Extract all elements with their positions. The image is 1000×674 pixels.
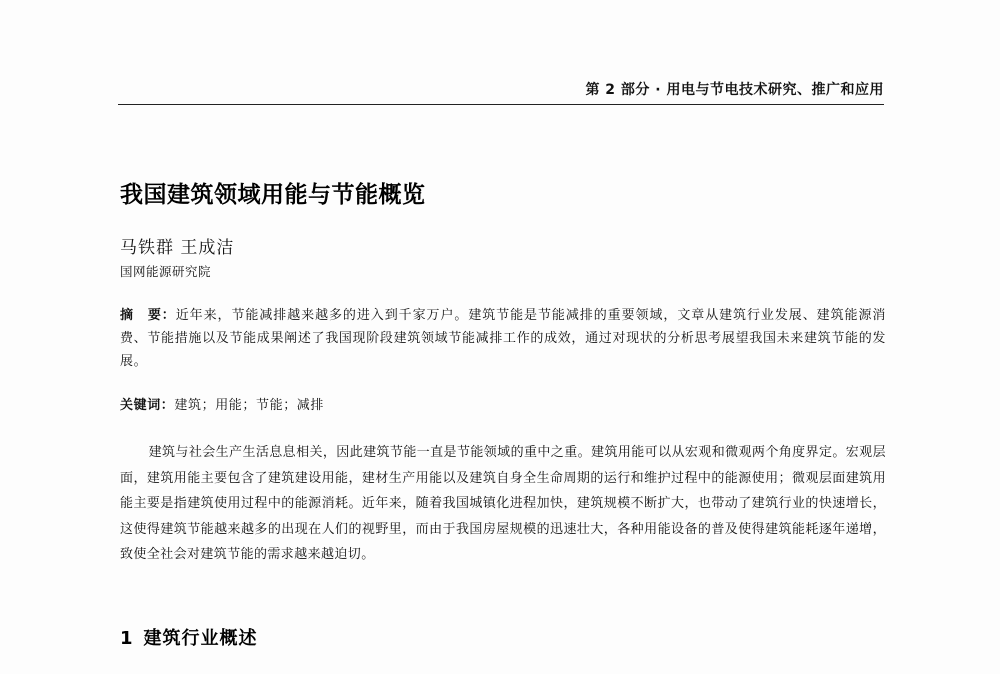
abstract-label: 摘 要： bbox=[120, 308, 176, 323]
article-affiliation: 国网能源研究院 bbox=[120, 264, 212, 279]
keywords-label: 关键词： bbox=[120, 398, 175, 413]
section-number: 1 bbox=[120, 628, 134, 649]
header-rule bbox=[118, 104, 884, 105]
abstract-block bbox=[120, 304, 886, 373]
body-paragraph: 建筑与社会生产生活息息相关，因此建筑节能一直是节能领域的重中之重。建筑用能可以从宏观和微观两个角度界定。宏观层面，建筑用能主要包含了建筑建设用能，建材生产用能以及建筑自身全生命周期的运行和维护过程中的能源使用；微观层面建筑用能主要是指建筑使用过程中的能源消耗。近年来，随着我国城镇化进程加快，建筑规模不断扩大，也带动了建筑行业的快速增长，这使得建筑节能越来越多的出现在人们的视野里，而由于我国房屋规模的迅速壮大，各种用能设备的普及使得建筑能耗逐年递增，致使全社会对建筑节能的需求越来越迫切。 bbox=[120, 445, 886, 562]
article-title: 我国建筑领域用能与节能概览 bbox=[120, 182, 426, 208]
article-authors: 马铁群 王成洁 bbox=[120, 238, 235, 258]
section-heading bbox=[120, 624, 258, 650]
section-title: 建筑行业概述 bbox=[143, 628, 258, 649]
keywords-text: 建筑；用能；节能；减排 bbox=[174, 398, 325, 413]
keywords-block bbox=[120, 394, 324, 413]
running-header: 第 2 部分 · 用电与节电技术研究、推广和应用 bbox=[585, 82, 884, 98]
abstract-text: 近年来，节能减排越来越多的进入到千家万户。建筑节能是节能减排的重要领域，文章从建筑行业发展、建筑能源消费、节能措施以及节能成果阐述了我国现阶段建筑领域节能减排工作的成效，通过对现状的分析思考展望我国未来建筑节能的发展。 bbox=[120, 308, 886, 369]
